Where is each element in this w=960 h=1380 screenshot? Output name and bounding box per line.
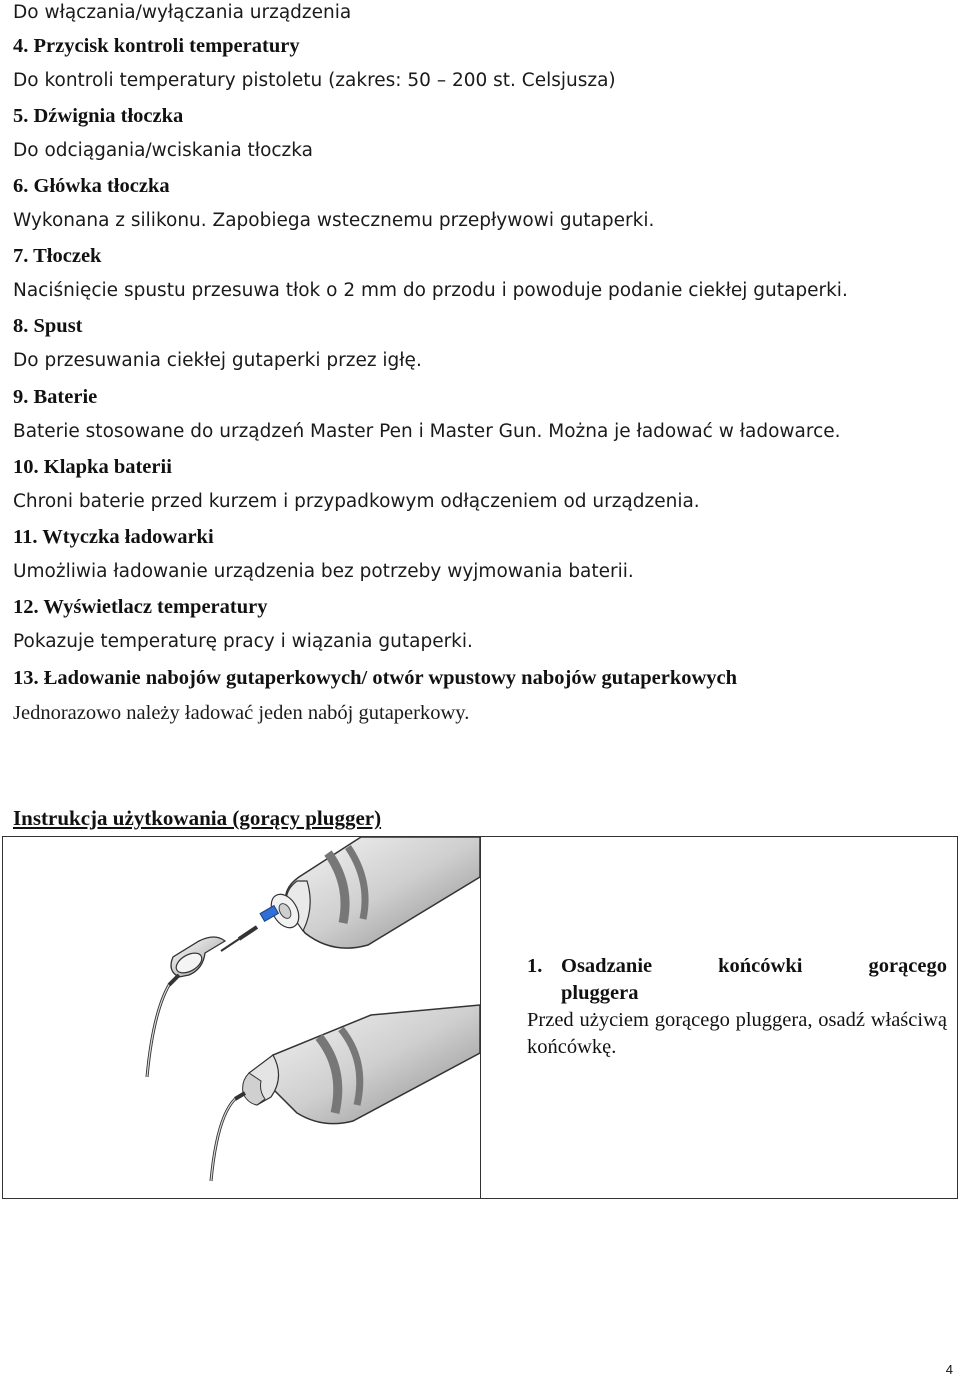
item-6-description: Wykonana z silikonu. Zapobiega wstecznemu przepływowi gutaperki. [13, 210, 655, 231]
hot-plugger-illustration [3, 837, 480, 1198]
item-6-title: 6. Główka tłoczka [13, 175, 170, 197]
item-4-description: Do kontroli temperatury pistoletu (zakres: 50 – 200 st. Celsjusza) [13, 70, 616, 91]
step-1-title-line2: pluggera [561, 982, 639, 1004]
item-12-description: Pokazuje temperaturę pracy i wiązania gutaperki. [13, 631, 473, 652]
item-4-title: 4. Przycisk kontroli temperatury [13, 35, 300, 57]
item-12-title: 12. Wyświetlacz temperatury [13, 596, 268, 618]
page-number: 4 [945, 1362, 953, 1377]
item-13-description: Jednorazowo należy ładować jeden nabój gutaperkowy. [13, 702, 470, 724]
item-13-title: 13. Ładowanie nabojów gutaperkowych/ otwór wpustowy nabojów gutaperkowych [13, 667, 738, 689]
item-8-description: Do przesuwania ciekłej gutaperki przez igłę. [13, 350, 422, 371]
step-1-title [527, 953, 947, 980]
item-11-title: 11. Wtyczka ładowarki [13, 526, 214, 548]
item-9-description: Baterie stosowane do urządzeń Master Pen i Master Gun. Można je ładować w ładowarce. [13, 421, 841, 442]
illustration-cell [2, 836, 481, 1199]
item-7-title: 7. Tłoczek [13, 245, 102, 267]
detached-tip [147, 927, 257, 1077]
item-5-title: 5. Dźwignia tłoczka [13, 105, 184, 127]
instruction-cell [480, 836, 958, 1199]
step-1-title-line1: Osadzanie końcówki gorącego [561, 955, 947, 977]
item-11-description: Umożliwia ładowanie urządzenia bez potrzeby wyjmowania baterii. [13, 561, 634, 582]
item-7-description: Naciśnięcie spustu przesuwa tłok o 2 mm do przodu i powoduje podanie ciekłej gutaperki. [13, 280, 848, 301]
item-9-title: 9. Baterie [13, 386, 98, 408]
step-1-number: 1. [527, 955, 543, 977]
step-1 [527, 953, 947, 1061]
item-10-description: Chroni baterie przed kurzem i przypadkowym odłączeniem od urządzenia. [13, 491, 700, 512]
lower-handpiece [211, 1005, 480, 1181]
step-1-body: Przed użyciem gorącego pluggera, osadź właściwą końcówkę. [527, 1009, 947, 1058]
item-8-title: 8. Spust [13, 315, 83, 337]
section-title: Instrukcja użytkowania (gorący plugger) [13, 806, 382, 830]
item-5-description: Do odciągania/wciskania tłoczka [13, 140, 313, 161]
item-3-description: Do włączania/wyłączania urządzenia [13, 2, 352, 23]
upper-handpiece [260, 837, 480, 948]
item-10-title: 10. Klapka baterii [13, 456, 172, 478]
